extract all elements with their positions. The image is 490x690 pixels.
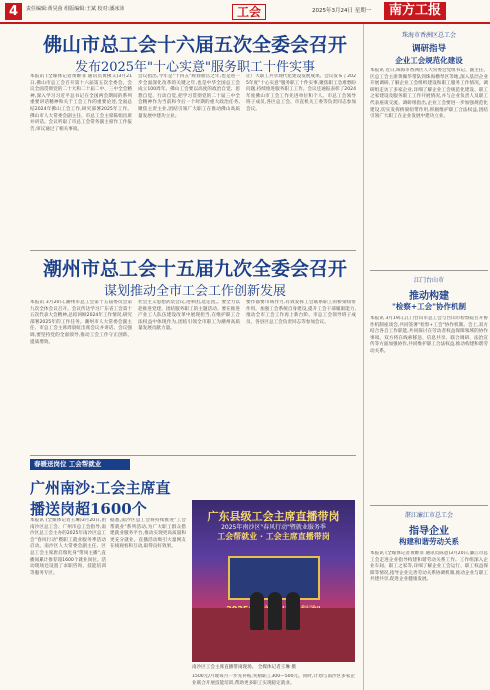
article3-column-1: 本报讯 (全媒体记者王琳)3月20日,由南沙区总工会、广州市总工会指导,南沙区总工会主办的2025年南沙区总工会"春风行动"暨职工就业服务季活动启动。南沙区人大常委会副主任、区总工会主席唐启瑞化身"带岗主播",直播间累计推荐超1600个就业岗位。活动现场还设置了求职咨询、技能培训等服务专区。 — [30, 518, 106, 576]
photo-person — [250, 592, 264, 630]
article1-column-2: 会议指出,今年是"十四五"规划收官之年,也是进一步全面深化改革的关键之年,也是中华全国总工会成立100周年。佛山工会要以高度的政治自觉、思想自觉、行动自觉,把学习贯彻党的二十届三中全会精神作为当前和今后一个时期的重大政治任务,聚焦主责主业,团结引领广大职工在推动佛山高质量发展中建功立业。 — [138, 74, 240, 119]
right-article-b-tag: 江门台山市 — [413, 277, 444, 284]
right-article-a-title-1: 调研指导 — [411, 44, 446, 54]
right-article-c-tag: 湛江廉江市总工会 — [404, 512, 453, 519]
article-divider — [30, 250, 356, 251]
topic-banner: 春暖送岗位 工会帮就业 — [30, 459, 130, 470]
article3-title: 广州南沙:工会主席直播送岗超1600个 — [30, 479, 171, 518]
right-divider — [370, 505, 488, 506]
photo-person — [268, 592, 282, 630]
header-divider — [0, 22, 490, 24]
right-article-c-body: 本报讯 (全媒体记者黄姬菲 通讯员陈意)3月20日,廉江市总工会走进企业指导构建和谐劳动关系工作。工作组深入企业车间、职工之家等,详细了解企业工会运行、职工权益保障等情况,指导企业完善劳动关系协调机制,推动企业与职工共建共享,促进企业健康发展。 — [370, 551, 488, 583]
right-article-a-tag: 珠海市香洲区总工会 — [401, 32, 456, 39]
right-article-a-body: 本报讯 近日,珠海市香洲区人大常委会党组书记、副主任、区总工会主席黄佩华带队到珠海横琴区等地,深入基层企业开展调研,了解企业工会组织建设和职工服务工作情况。调研组走访了多家企业,详细了解企业工会规范化建设、职工之家建设及服务职工工作开展情况,并与企业负责人及职工代表座谈交流。调研组指出,企业工会要进一步加强规范化建设,切实发挥桥梁纽带作用,积极维护职工合法权益,团结引领广大职工在企业发展中建功立业。 — [370, 68, 488, 120]
livestream-photo — [192, 500, 355, 662]
page-number: 4 — [5, 3, 22, 20]
photo-person — [286, 592, 300, 630]
article1-column-1: 本报讯 (全媒体记者黄姬菲 通讯员黄佛义)3月21日,佛山市总工会召开第十六届第五次全委会。会议全面贯彻党的二十大和二十届二中、三中全会精神,深入学习习近平总书记在全国两会期间的系列重要讲话精神和关于工会工作的重要论述,全面总结2024年佛山工会工作,研究部署2025年工作。佛山市人大常委会副主任、市总工会主席陈娟出席并讲话。会议听取了市总工会常务副主席作工作报告,审议通过了相关事项。 — [30, 74, 132, 132]
article3-column-2: 据悉,南沙区总工会将持续推进"工会帮就业"系列活动,为广大职工群众搭建就业服务平台,推动实现更高质量和更充分就业。直播活动吸引大量网友在线观看和互动,取得良好效果。 — [110, 518, 186, 550]
article1-column-3: 让广大职工共享现代化建设发展成果。会议发布了2025年度"十心实意"服务职工十件实事,聚焦职工急难愁盼问题,持续推进服务职工工作。会议还通报表彰了2024年度佛山市工会工作先进单位和个人。市总工会领导班子成员,各区总工会、市直机关工委等负责同志参加会议。 — [246, 74, 356, 112]
article2-column-3: 要作都要市域作力,有效发挥工会联系职工的桥梁纽带作用。加强工会系统自身建设,提升工会干部履职能力,推动全市工会工作再上新台阶。市总工会领导班子成员、各县区总工会负责同志等参加会议。 — [246, 300, 356, 325]
article2-title: 潮州市总工会十五届九次全委会召开 — [42, 258, 347, 280]
photo-banner-slogan: 工会帮就业 · 工会主席直播带岗 — [217, 532, 330, 541]
right-article-a-title-2: 企业工会规范化建设 — [395, 56, 463, 65]
article2-column-2: 社会主义思想武装会议,进率团,选定团,。要全力以赴推进党建、团结服务职工的主题活动。要在推进产业工人队伍建设改革中展现担当,在维护职工合法权益中体现作为,团结引领全市职工为潮州高质量发展贡献力量。 — [138, 300, 240, 332]
article1-subtitle: 发布2025年"十心实意"服务职工十件实事 — [74, 60, 316, 75]
article1-title: 佛山市总工会十六届五次全委会召开 — [42, 34, 347, 56]
right-article-b-title-1: 推动构建 — [409, 291, 449, 302]
editor-credits: 责任编辑:黄昊茵 组版编辑:王斌 校对:潘冰沛 — [26, 6, 125, 12]
section-label: 工会 — [232, 4, 266, 20]
page-header — [0, 0, 490, 22]
right-divider — [370, 270, 488, 271]
photo-banner-subtitle: 2025年南沙区"春风行动"暨就业服务季 — [221, 524, 326, 531]
article2-column-1: 本报讯 3月20日,潮州市总工会第十五届委员会第九次全体会议召开。会议传达学习广东省工会第十五次代表大会精神,总结回顾2024年工作情况,研究部署2025年的工作任务。潮州市人大常委会副主任、市总工会主席周晨虹出席会议并讲话。会议强调,要坚持党的全面领导,推动工会工作守正创新、提质增效。 — [30, 300, 132, 345]
article-divider — [30, 455, 356, 456]
photo-caption: 南沙区工会主席直播带岗现场。 全媒体记者王琳 摄 — [192, 665, 296, 670]
newspaper-logo: 南方工报 — [384, 2, 446, 20]
article2-subtitle: 谋划推动全市工会工作创新发展 — [103, 284, 286, 299]
right-article-c-title-2: 构建和谐劳动关系 — [399, 537, 459, 546]
issue-date: 2025年3月24日 星期一 — [312, 8, 372, 14]
right-article-c-title-1: 指导企业 — [409, 526, 449, 537]
right-article-b-body: 本报讯 3月19日,江门台山市总工会与台山市检察院召开协作机制座谈会,共同签署"检察+工会"协作机制。会上,双方结合各自工作职能,共同探讨在劳动者权益保障领域的协作事项。双方将在线索移送、信息共享、联合调研、法治宣传等方面加强协作,共同维护职工合法权益,推动构建和谐劳动关系。 — [370, 316, 488, 354]
article3-column-3: 1500元/月或每月一步先补贴,奖励职工300—500元。同时,计划与南沙区多家企业联合开展技能培训,帮助更多职工实现稳定就业。 — [192, 674, 355, 686]
column-divider — [363, 24, 364, 690]
photo-banner-title: 广东县级工会主席直播带岗 — [207, 510, 340, 523]
right-article-b-title-2: "检察+工会"协作机制 — [391, 302, 467, 311]
